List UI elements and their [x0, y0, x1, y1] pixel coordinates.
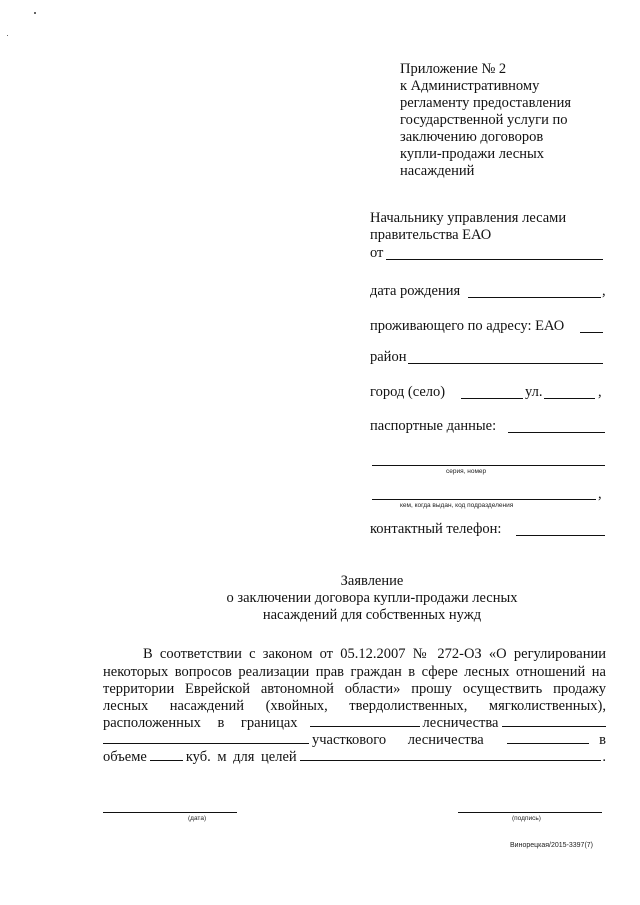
addressee-line-1: Начальнику управления лесами	[370, 210, 567, 226]
issued-comma: ,	[598, 486, 602, 502]
appendix-line: заключению договоров	[400, 129, 544, 145]
date-signature-field[interactable]	[103, 812, 237, 813]
residence-field[interactable]	[580, 332, 603, 333]
residence-label: проживающего по адресу: ЕАО	[370, 318, 565, 334]
birth-date-label: дата рождения	[370, 283, 461, 299]
volume-label: объеме	[103, 749, 147, 765]
body-line-1: В соответствии с законом от 05.12.2007 № 272-ОЗ «О регулировании	[143, 646, 606, 662]
city-label: город (село)	[370, 384, 446, 400]
district-field[interactable]	[408, 363, 603, 364]
volume-prefix-field[interactable]	[507, 731, 589, 744]
district-label: район	[370, 349, 407, 365]
date-caption: (дата)	[188, 815, 207, 822]
forestry-label: лесничества	[422, 715, 499, 731]
scan-speck	[7, 35, 8, 36]
street-comma: ,	[598, 384, 602, 400]
document-title: Заявление	[340, 573, 404, 589]
appendix-line: Приложение № 2	[400, 61, 507, 77]
body-line-7	[103, 748, 606, 766]
signature-caption: (подпись)	[512, 815, 541, 822]
passport-series-field[interactable]	[372, 465, 605, 466]
appendix-line: насаждений	[400, 163, 475, 179]
phone-field[interactable]	[516, 535, 605, 536]
boundaries-field[interactable]	[310, 714, 420, 727]
in-label: в	[599, 732, 606, 748]
boundaries-label: расположенных в границах	[103, 715, 298, 731]
street-field[interactable]	[544, 398, 595, 399]
passport-label: паспортные данные:	[370, 418, 497, 434]
forestry-field[interactable]	[502, 714, 607, 727]
appendix-header	[400, 61, 571, 180]
appendix-line: купли-продажи лесных	[400, 146, 544, 162]
passport-field[interactable]	[508, 432, 605, 433]
district-forestry-label: участкового лесничества	[312, 732, 484, 748]
series-caption: серия, номер	[446, 468, 487, 475]
appendix-line: государственной услуги по	[400, 112, 568, 128]
footer-code: Винорецкая/2015-3397(7)	[510, 842, 594, 849]
body-line-4: лесных насаждений (хвойных, твердолиственных, мягколиственных),	[103, 698, 606, 714]
street-label: ул.	[525, 384, 543, 400]
signature-field[interactable]	[458, 812, 602, 813]
birth-date-field[interactable]	[468, 297, 601, 298]
volume-field[interactable]	[150, 748, 183, 761]
passport-issued-field[interactable]	[372, 499, 596, 500]
from-field[interactable]	[386, 259, 603, 260]
birth-date-comma: ,	[602, 283, 606, 299]
body-line-3: территории Еврейской автономной области» прошу осуществить продажу	[103, 681, 606, 697]
issued-caption: кем, когда выдан, код подразделения	[400, 502, 514, 509]
scan-speck	[34, 12, 36, 14]
addressee-line-2: правительства ЕАО	[370, 227, 492, 243]
purpose-period: .	[602, 749, 606, 765]
appendix-line: регламенту предоставления	[400, 95, 572, 111]
appendix-line: к Административному	[400, 78, 540, 94]
from-label: от	[370, 245, 384, 261]
body-line-5	[103, 714, 606, 732]
purpose-label: куб. м для целей	[185, 749, 297, 765]
city-field[interactable]	[461, 398, 523, 399]
body-line-2: некоторых вопросов реализации прав граждан в сфере лесных отношений на	[103, 664, 606, 680]
document-subtitle-1: о заключении договора купли-продажи лесных	[226, 590, 518, 606]
body-line-6	[103, 731, 606, 749]
phone-label: контактный телефон:	[370, 521, 502, 537]
purpose-field[interactable]	[300, 748, 602, 761]
document-subtitle-2: насаждений для собственных нужд	[262, 607, 482, 623]
district-forestry-field[interactable]	[103, 731, 309, 744]
